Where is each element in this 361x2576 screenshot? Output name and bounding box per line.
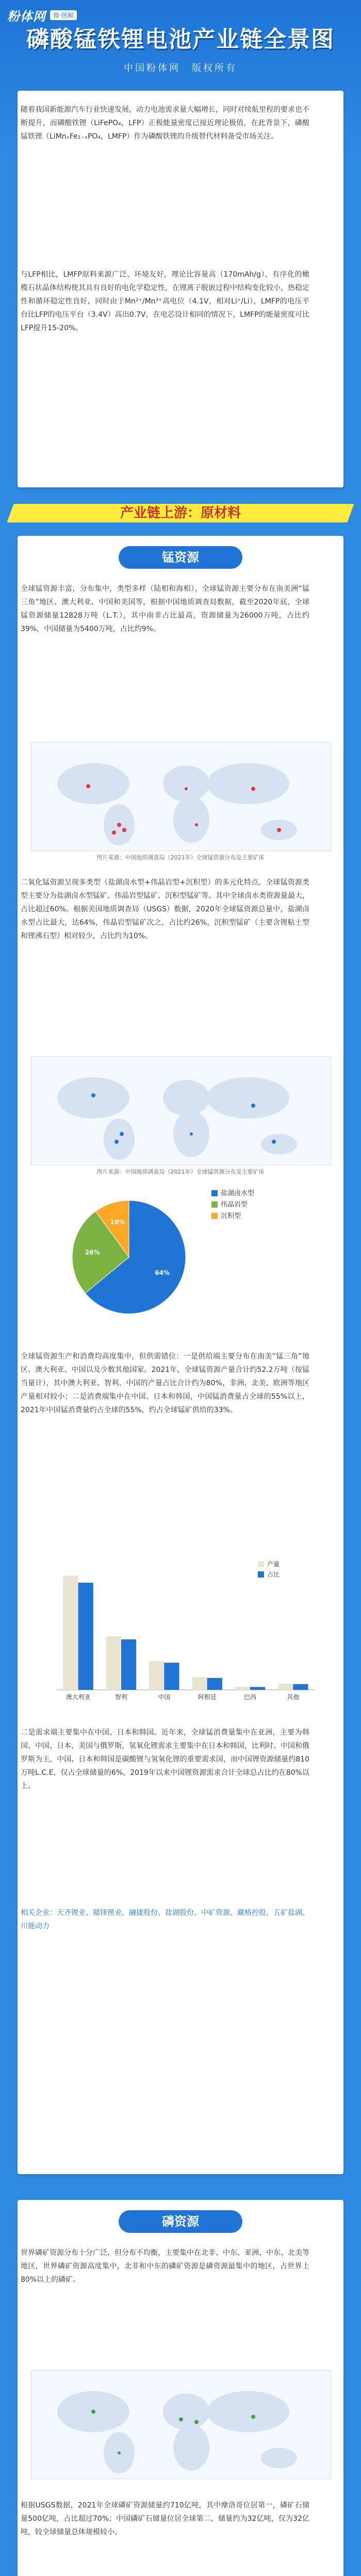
bar — [293, 1684, 308, 1690]
intro-paragraph-1: 随着我国新能源汽车行业快速发展，动力电池需求量大幅增长，同时对续航里程的要求也不断提升，而磷酸铁锂（LiFePO₄，LFP）正极能量密度已接近理论极值，在此背景下，磷酸锰铁锂（LiMnₓFe₁₋ₓPO₄，LMFP）作为磷酸铁锂的升级替代材料备受市场关注。 — [21, 106, 309, 141]
bar — [121, 1639, 136, 1690]
world-map-2 — [31, 1056, 331, 1165]
pie-value-label: 26% — [85, 1249, 100, 1257]
manganese-paragraph-4: 二是需求端主要集中在中国、日本和韩国。近年来，全球锰消费量集中在亚洲，主要为韩国、中国、日本、美国与俄罗斯，氢氧化锂需求主要集中在日本和韩国，比利时、中国和俄罗斯为主，中国、日本和韩国是碳酸锂与氢氧化锂的重要需求国，而中国锂资源储量约810万吨L.C.E，仅占全球储量的6%，2019年以来中国锂资源需求合计全球总占比约在80%以上。 — [21, 1728, 309, 1790]
x-tick-label: 中国 — [158, 1693, 171, 1701]
bar — [278, 1684, 293, 1690]
intro-paragraph-2: 与LFP相比，LMFP原料来源广泛、环境友好，理论比容量高（170mAh/g），有序化的橄榄石状晶体结构使其具有良好的电化学稳定性，在锂离子脱嵌过程中结构变化较小，热稳定性和循环稳定性良好，同时由于Mn²⁺/Mn³⁺高电位（4.1V，相对Li⁺/Li），LMFP的电压平台比LFP的电压平台（3.4V）高出0.7V，在电芯设计相同的情况下，LMFP的能量密度可比LFP提升15-20%。 — [21, 270, 309, 332]
bar — [164, 1663, 179, 1690]
bar-chart-1 — [36, 1556, 325, 1710]
brand-tag: 微·图解 — [50, 10, 77, 20]
world-map-graphic-2 — [31, 1057, 331, 1165]
map-caption-2: 图片来源：中国地质调查局（2021年）全球锰资源分布及主要矿床 — [96, 1168, 265, 1175]
page-title: 磷酸锰铁锂电池产业链全景图 — [26, 26, 335, 53]
world-map-graphic — [31, 742, 331, 851]
upstream-banner — [0, 495, 361, 531]
x-tick-label: 巴西 — [243, 1693, 257, 1701]
legend-label: 盐湖卤水型 — [221, 1190, 255, 1197]
manganese-paragraph-2: 二氧化锰资源呈现多类型（盐湖卤水型+伟晶岩型+沉积型）的多元化特点，全球锰资源类型主要分为盐湖卤水型锰矿、伟晶岩型锰矿、沉积型锰矿等。其中全球卤水类资源量最大，占比超过60%。根据美国地质调查局（USGS）数据，2020年全球锰资源总量中，盐湖卤水型占比最大，达64%，伟晶岩型锰矿次之，占比约26%，沉积型锰矿（主要含锂粘土型和锂沸石型）相对较少，占比约为10%。 — [21, 878, 309, 940]
pie-chart-1 — [36, 1180, 325, 1334]
bar — [63, 1575, 78, 1690]
x-tick-label: 澳大利亚 — [65, 1693, 91, 1701]
manganese-paragraph-3: 全球锰资源生产和消费均高度集中，但供需错位：一是供给端主要分布在南美“锰三角”地区、澳大利亚、中国以及少数其他国家。2021年，全球锰资源产量合计约52.2万吨（按锰当量计），其中澳大利亚、智利、中国的产量占比合计约为80%，非洲、北美、欧洲等地区产量相对较小；二是消费端集中在中国、日本和韩国，中国锰消费量占全球的55%以上，2021年中国锰消费量约占全球的55%，约占全球锰矿供给的33%。 — [21, 1352, 309, 1414]
map-caption-1: 图片来源：中国地质调查局（2021年）全球锰资源分布及主要矿床 — [96, 854, 265, 861]
bar — [78, 1583, 93, 1690]
pie-value-label: 64% — [155, 1269, 170, 1277]
world-map-3 — [31, 2370, 331, 2479]
x-tick-label: 智利 — [114, 1693, 128, 1701]
legend-swatch — [211, 1190, 218, 1196]
legend-swatch — [258, 1571, 264, 1578]
phosphate-paragraph-2: 根据USGS数据，2021年全球磷矿资源储量约710亿吨，其中摩洛哥位居第一，磷矿石储量500亿吨，占比超过70%；中国磷矿石储量位居全球第二，储量约为32亿吨，仅为32亿吨，较全球储量总体规模较小。 — [21, 2501, 309, 2536]
bar — [207, 1678, 222, 1690]
copyright: 中国粉体网 版权所有 — [124, 63, 237, 74]
upstream-banner-title: 产业链上游：原材料 — [120, 505, 241, 521]
pie-value-label: 10% — [110, 1218, 125, 1226]
x-tick-label: 阿根廷 — [198, 1693, 217, 1701]
legend-label: 产量 — [267, 1561, 280, 1568]
x-tick-label: 其他 — [287, 1693, 300, 1701]
world-map-1 — [31, 742, 331, 851]
phosphate-paragraph-1: 世界磷矿资源分布十分广泛，但分布不均衡，主要集中在北非、中东、亚洲、中东、北美等地区，世界磷矿资源高度集中，北非和中东的磷矿资源是磷资源最集中的地区，占世界上80%以上的磷矿。 — [21, 2249, 309, 2284]
brand-logo: 粉体网 — [7, 9, 46, 24]
resource-type-pie — [36, 1180, 325, 1334]
legend-label: 伟晶岩型 — [221, 1201, 248, 1209]
legend-label: 占比 — [267, 1571, 280, 1578]
bar — [250, 1687, 265, 1690]
bar — [106, 1636, 121, 1690]
legend-swatch — [211, 1213, 218, 1219]
legend-swatch — [258, 1561, 264, 1567]
legend-label: 沉积型 — [221, 1212, 241, 1220]
production-bar-chart — [36, 1556, 325, 1710]
manganese-paragraph-1: 全球锰资源丰富，分布集中，类型多样（陆相和海相），全球锰资源主要分布在南美洲“锰三角”地区、澳大利亚、中国和美国等，根据中国地质调查局数据，截至2020年底，全球锰资源储量12828万吨（L.T.），其中南非占比最高，资源储量为26000万吨，占比约39%，中国储量为5400万吨，占比约9%。 — [21, 585, 309, 633]
phosphate-section-title: 磷资源 — [119, 2210, 242, 2233]
bar — [235, 1687, 250, 1690]
legend-swatch — [211, 1201, 218, 1208]
manganese-section-title: 锰资源 — [119, 546, 242, 569]
world-map-graphic-3 — [31, 2370, 331, 2479]
manganese-related-companies: 相关企业：天齐锂业、赣锋锂业、融捷股份、盐湖股份、中矿资源、藏格控股、五矿盐湖、川能动力 — [21, 1909, 309, 1930]
bar — [192, 1677, 207, 1690]
bar — [149, 1661, 164, 1690]
